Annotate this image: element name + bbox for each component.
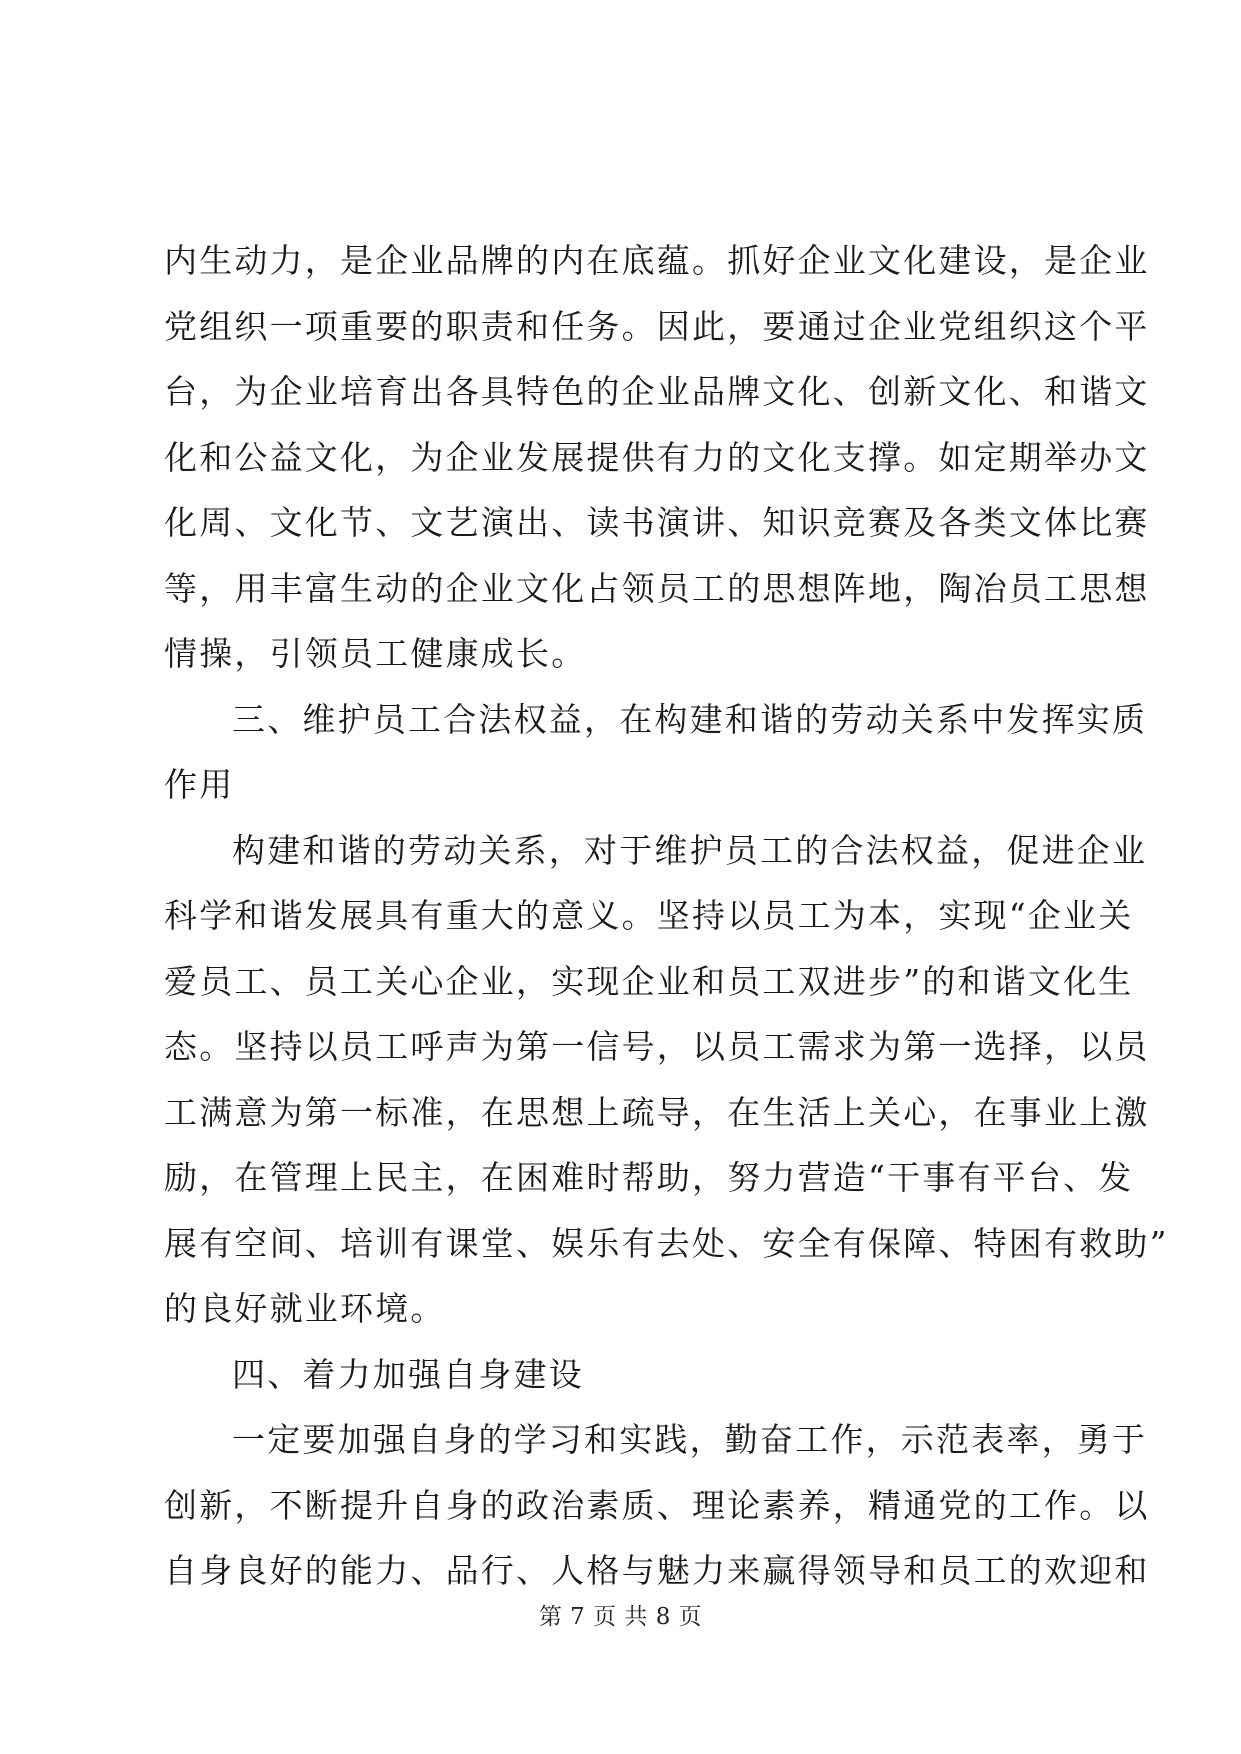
text-line: 爱员工、员工关心企业，实现企业和员工双进步”的和谐文化生 xyxy=(164,961,1134,1001)
text-line: 态。坚持以员工呼声为第一信号，以员工需求为第一选择，以员 xyxy=(164,1027,1150,1066)
page-number-footer: 第 7 页 共 8 页 xyxy=(538,1604,703,1630)
text-line: 化周、文化节、文艺演出、读书演讲、知识竞赛及各类文体比赛 xyxy=(164,503,1150,542)
text-line: 内生动力，是企业品牌的内在底蕴。抓好企业文化建设，是企业 xyxy=(164,241,1150,280)
text-line: 科学和谐发展具有重大的意义。坚持以员工为本，实现“企业关 xyxy=(164,896,1134,935)
text-line: 励，在管理上民主，在困难时帮助，努力营造“干事有平台、发 xyxy=(164,1158,1134,1197)
text-line: 一定要加强自身的学习和实践，勤奋工作，示范表率，勇于 xyxy=(232,1420,1148,1459)
text-line: 展有空间、培训有课堂、娱乐有去处、安全有保障、特困有救助” xyxy=(164,1223,1169,1263)
text-line: 情操，引领员工健康成长。 xyxy=(164,634,587,673)
text-line: 构建和谐的劳动关系，对于维护员工的合法权益，促进企业 xyxy=(232,830,1148,870)
text-line: 的良好就业环境。 xyxy=(164,1289,446,1328)
section-heading-continuation: 作用 xyxy=(164,765,235,804)
text-line: 自身良好的能力、品行、人格与魅力来赢得领导和员工的欢迎和 xyxy=(164,1551,1150,1590)
section-heading: 四、着力加强自身建设 xyxy=(232,1354,584,1394)
text-line: 创新，不断提升自身的政治素质、理论素养，精通党的工作。以 xyxy=(164,1485,1150,1525)
text-line: 化和公益文化，为企业发展提供有力的文化支撑。如定期举办文 xyxy=(164,437,1150,477)
text-line: 工满意为第一标准，在思想上疏导，在生活上关心，在事业上激 xyxy=(164,1092,1150,1132)
document-body xyxy=(164,228,1169,1604)
text-line: 等，用丰富生动的企业文化占领员工的思想阵地，陶冶员工思想 xyxy=(164,568,1150,608)
text-line: 台，为企业培育出各具特色的企业品牌文化、创新文化、和谐文 xyxy=(164,372,1150,411)
section-heading: 三、维护员工合法权益，在构建和谐的劳动关系中发挥实质 xyxy=(232,699,1148,739)
text-line: 党组织一项重要的职责和任务。因此，要通过企业党组织这个平 xyxy=(164,306,1150,346)
